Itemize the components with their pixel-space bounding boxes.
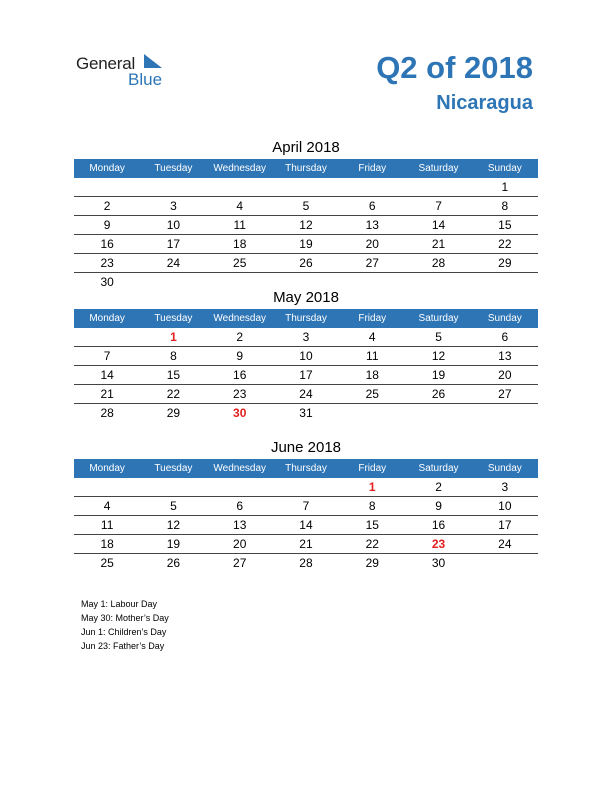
weekday-label: Saturday xyxy=(418,313,459,324)
weekday-label: Monday xyxy=(89,163,125,174)
weekday-header xyxy=(74,309,538,328)
day-cell: 30 xyxy=(100,275,114,289)
day-cell: 16 xyxy=(431,518,446,532)
day-cell: 1 xyxy=(170,330,177,344)
weekday-label: Sunday xyxy=(487,313,522,324)
day-cell: 17 xyxy=(299,368,313,382)
logo-blue-text: Blue xyxy=(128,70,163,89)
week-row xyxy=(74,366,538,385)
day-cell: 26 xyxy=(431,387,446,401)
day-cell: 19 xyxy=(166,537,181,551)
month-calendar xyxy=(74,287,538,423)
day-cell: 27 xyxy=(233,556,247,570)
day-cell: 22 xyxy=(365,537,379,551)
day-cell: 8 xyxy=(368,499,376,513)
day-cell: 24 xyxy=(498,537,512,551)
day-cell: 17 xyxy=(498,518,512,532)
day-cell: 18 xyxy=(233,237,247,251)
week-row xyxy=(74,554,538,573)
weekday-header xyxy=(74,159,538,178)
day-cell: 10 xyxy=(166,218,181,232)
week-row xyxy=(74,497,538,516)
holiday-note: Jun 1: Children’s Day xyxy=(81,627,167,637)
day-cell: 23 xyxy=(100,256,114,270)
logo xyxy=(76,52,176,92)
day-cell: 16 xyxy=(100,237,114,251)
week-row xyxy=(74,178,538,197)
weekday-label: Thursday xyxy=(285,463,327,474)
month-calendar xyxy=(74,137,538,292)
day-cell: 25 xyxy=(365,387,379,401)
holiday-note: May 1: Labour Day xyxy=(81,599,158,609)
day-cell xyxy=(472,404,538,423)
day-cell: 4 xyxy=(103,499,111,513)
day-cell: 11 xyxy=(233,218,246,232)
day-cell xyxy=(74,478,140,496)
day-cell: 11 xyxy=(100,518,114,532)
day-cell: 30 xyxy=(431,556,446,570)
weekday-label: Monday xyxy=(89,463,125,474)
day-cell: 22 xyxy=(166,387,181,401)
week-row xyxy=(74,535,538,554)
day-cell: 25 xyxy=(233,256,247,270)
day-cell: 29 xyxy=(166,406,181,420)
day-cell: 21 xyxy=(100,387,114,401)
day-cell xyxy=(74,178,140,196)
day-cell: 14 xyxy=(100,368,114,382)
day-cell: 3 xyxy=(501,480,509,494)
logo-general-text: General xyxy=(76,54,136,73)
holiday-note: Jun 23: Father’s Day xyxy=(81,641,165,651)
day-cell xyxy=(74,328,140,346)
day-cell xyxy=(140,478,206,496)
day-cell: 28 xyxy=(431,256,446,270)
day-cell: 23 xyxy=(431,537,446,551)
day-cell: 8 xyxy=(501,199,509,213)
day-cell xyxy=(472,554,538,573)
month-title: May 2018 xyxy=(273,289,339,306)
weekday-label: Friday xyxy=(358,163,387,174)
day-cell: 13 xyxy=(233,518,247,532)
holiday-note: May 30: Mother’s Day xyxy=(81,613,169,623)
day-cell xyxy=(339,404,405,423)
week-row xyxy=(74,385,538,404)
day-cell: 27 xyxy=(365,256,379,270)
page-title: Q2 of 2018 xyxy=(376,50,533,85)
day-cell: 21 xyxy=(431,237,446,251)
day-cell: 1 xyxy=(501,180,509,194)
weekday-header xyxy=(74,459,538,478)
day-cell: 10 xyxy=(299,349,313,363)
month-title: April 2018 xyxy=(272,139,340,156)
week-row xyxy=(74,516,538,535)
day-cell: 16 xyxy=(233,368,247,382)
weekday-label: Saturday xyxy=(418,463,459,474)
day-cell: 5 xyxy=(435,330,442,344)
day-cell: 2 xyxy=(435,480,442,494)
day-cell: 22 xyxy=(498,237,512,251)
day-cell: 13 xyxy=(498,349,512,363)
day-cell xyxy=(339,178,405,196)
day-cell: 24 xyxy=(299,387,313,401)
weekday-label: Sunday xyxy=(487,463,522,474)
day-cell: 12 xyxy=(166,518,181,532)
day-cell: 20 xyxy=(498,368,512,382)
day-cell: 11 xyxy=(366,349,379,363)
week-row xyxy=(74,347,538,366)
weekday-label: Tuesday xyxy=(154,463,193,474)
weekday-label: Sunday xyxy=(487,163,522,174)
day-cell: 21 xyxy=(299,537,313,551)
day-cell xyxy=(207,478,273,496)
day-cell: 24 xyxy=(166,256,181,270)
weekday-label: Thursday xyxy=(285,313,327,324)
day-cell: 17 xyxy=(166,237,181,251)
day-cell: 28 xyxy=(299,556,313,570)
day-cell xyxy=(405,404,471,423)
day-cell: 19 xyxy=(431,368,446,382)
week-row xyxy=(74,254,538,273)
week-row xyxy=(74,328,538,347)
weekday-label: Tuesday xyxy=(154,313,193,324)
weekday-label: Friday xyxy=(358,313,387,324)
day-cell xyxy=(273,178,339,196)
day-cell: 15 xyxy=(166,368,181,382)
day-cell: 29 xyxy=(365,556,379,570)
weekday-label: Tuesday xyxy=(154,163,193,174)
day-cell: 4 xyxy=(368,330,376,344)
day-cell: 7 xyxy=(103,349,111,363)
day-cell: 14 xyxy=(299,518,313,532)
day-cell: 8 xyxy=(170,349,177,363)
day-cell: 26 xyxy=(299,256,313,270)
day-cell: 29 xyxy=(498,256,512,270)
day-cell: 27 xyxy=(498,387,512,401)
weekday-label: Monday xyxy=(89,313,125,324)
weekday-label: Wednesday xyxy=(213,163,267,174)
day-cell: 30 xyxy=(233,406,247,420)
day-cell: 14 xyxy=(431,218,446,232)
week-row xyxy=(74,235,538,254)
day-cell: 25 xyxy=(100,556,114,570)
day-cell: 7 xyxy=(302,499,310,513)
day-cell: 6 xyxy=(368,199,376,213)
day-cell xyxy=(140,178,206,196)
day-cell: 3 xyxy=(302,330,310,344)
day-cell: 4 xyxy=(236,199,244,213)
month-calendar xyxy=(74,437,538,573)
weekday-label: Friday xyxy=(358,463,387,474)
day-cell: 6 xyxy=(501,330,509,344)
day-cell: 2 xyxy=(103,199,111,213)
day-cell xyxy=(405,178,471,196)
day-cell: 5 xyxy=(302,199,310,213)
day-cell: 3 xyxy=(170,199,177,213)
day-cell: 19 xyxy=(299,237,313,251)
day-cell: 2 xyxy=(236,330,244,344)
week-row xyxy=(74,478,538,497)
day-cell xyxy=(207,178,273,196)
week-row xyxy=(74,404,538,423)
day-cell: 20 xyxy=(233,537,247,551)
day-cell: 20 xyxy=(365,237,379,251)
day-cell: 6 xyxy=(236,499,244,513)
day-cell: 15 xyxy=(365,518,379,532)
day-cell: 18 xyxy=(365,368,379,382)
week-row xyxy=(74,216,538,235)
day-cell: 18 xyxy=(100,537,114,551)
day-cell: 12 xyxy=(431,349,446,363)
day-cell: 10 xyxy=(498,499,512,513)
day-cell: 12 xyxy=(299,218,313,232)
week-row xyxy=(74,197,538,216)
day-cell: 15 xyxy=(498,218,512,232)
day-cell: 28 xyxy=(100,406,114,420)
day-cell: 1 xyxy=(368,480,376,494)
day-cell: 23 xyxy=(233,387,247,401)
day-cell: 9 xyxy=(103,218,111,232)
weekday-label: Saturday xyxy=(418,163,459,174)
day-cell: 31 xyxy=(299,406,313,420)
day-cell: 5 xyxy=(170,499,177,513)
day-cell: 13 xyxy=(365,218,379,232)
weekday-label: Wednesday xyxy=(213,313,267,324)
day-cell xyxy=(273,478,339,496)
weekday-label: Thursday xyxy=(285,163,327,174)
logo-triangle-icon xyxy=(144,54,162,68)
country-name: Nicaragua xyxy=(436,92,533,114)
day-cell: 9 xyxy=(236,349,244,363)
month-title: June 2018 xyxy=(270,439,342,456)
day-cell: 26 xyxy=(166,556,181,570)
day-cell: 7 xyxy=(435,199,442,213)
weekday-label: Wednesday xyxy=(213,463,267,474)
holiday-notes xyxy=(81,597,169,653)
day-cell: 9 xyxy=(435,499,442,513)
